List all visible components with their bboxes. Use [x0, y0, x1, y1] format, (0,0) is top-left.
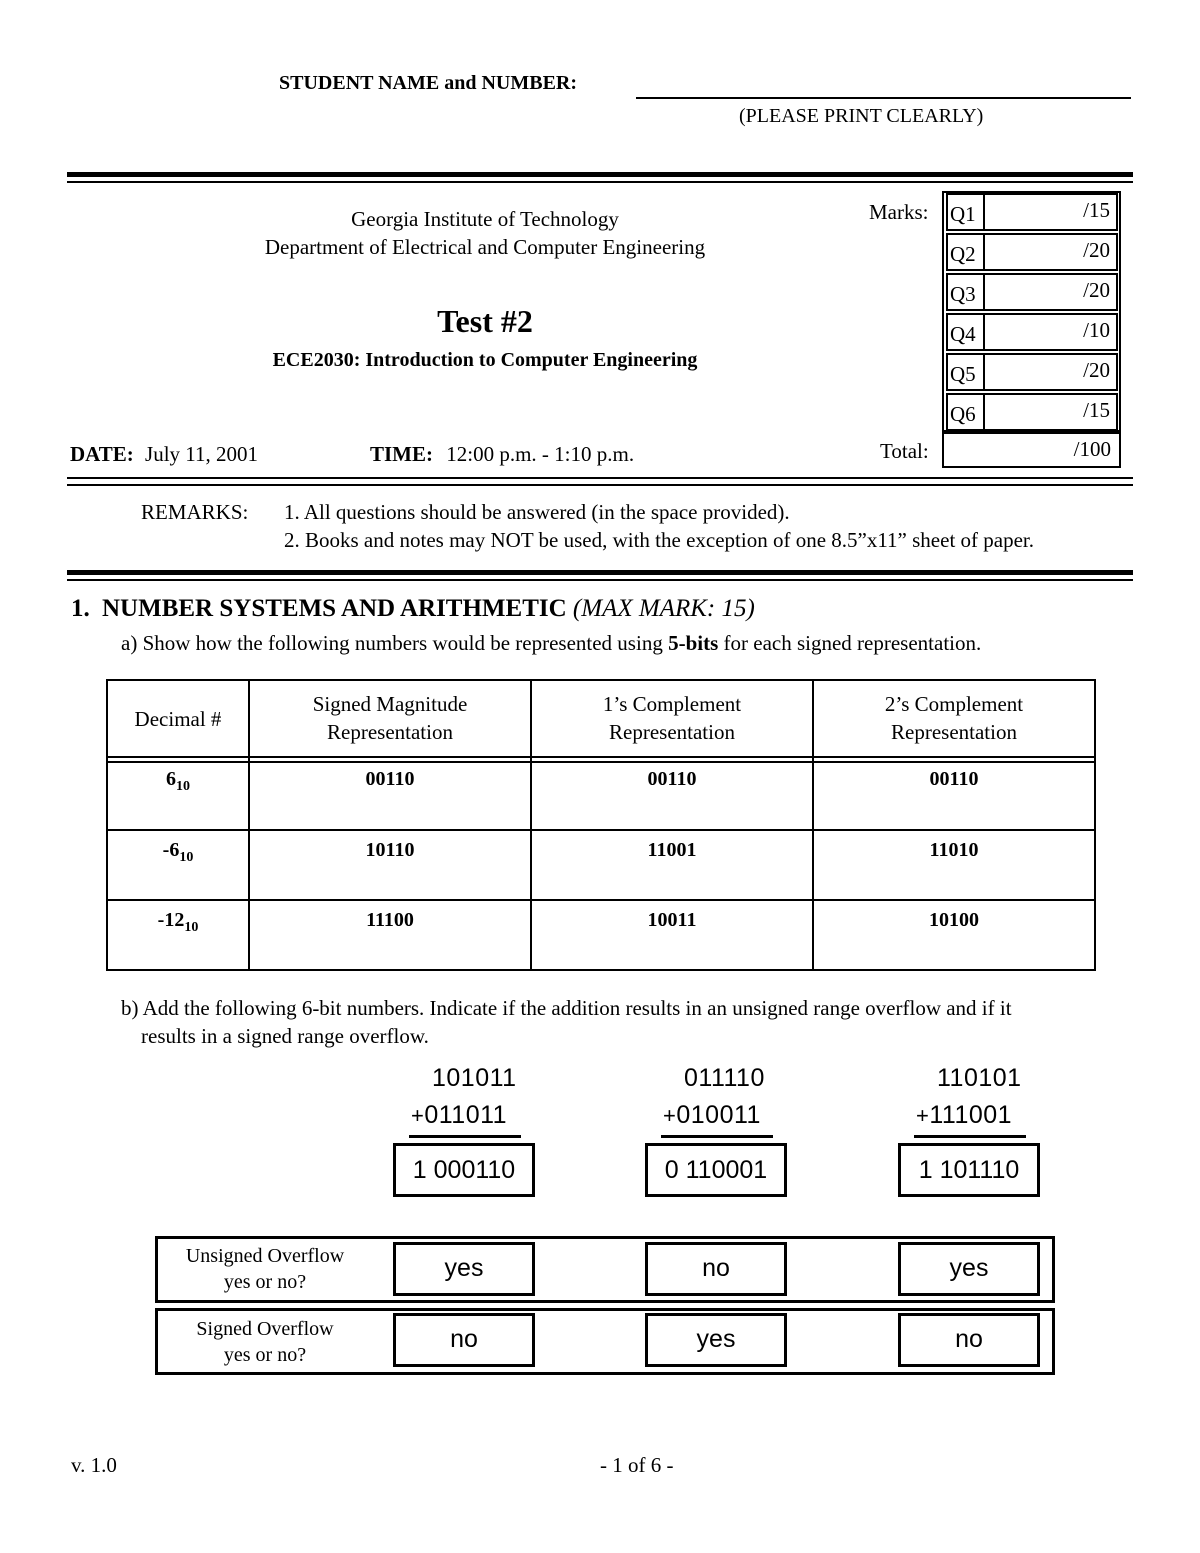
row-1-twos-complement: 00110 — [929, 768, 979, 790]
row-2-ones-complement: 11001 — [647, 839, 697, 861]
marks-q2-label: Q2 — [946, 233, 983, 271]
addition-2-operand-b: +010011 — [663, 1101, 761, 1129]
unsigned-overflow-label-1: Unsigned Overflow — [185, 1245, 345, 1267]
student-name-field[interactable] — [636, 97, 1131, 99]
header-signed-magnitude-2: Representation — [327, 720, 453, 744]
header-twos-complement-2: Representation — [891, 720, 1017, 744]
header-ones-complement-1: 1’s Complement — [602, 692, 742, 716]
question-1-title: NUMBER SYSTEMS AND ARITHMETIC — [102, 595, 567, 622]
row-1-ones-complement: 00110 — [647, 768, 697, 790]
page-number: - 1 of 6 - — [600, 1453, 674, 1477]
table-header-rule-1 — [108, 756, 1094, 758]
date-value: July 11, 2001 — [145, 442, 259, 466]
addition-1-sum-line — [409, 1135, 521, 1138]
addition-2-operand-a: 011110 — [684, 1064, 765, 1092]
marks-q5-label: Q5 — [946, 353, 983, 391]
mid-rule-thin-2 — [67, 484, 1133, 486]
row-2-signed-magnitude: 10110 — [365, 839, 415, 861]
addition-2-result[interactable]: 0 110001 — [645, 1143, 787, 1197]
table-row-rule-2 — [108, 899, 1094, 901]
signed-overflow-answer-3[interactable]: no — [898, 1313, 1040, 1367]
row-1-signed-magnitude: 00110 — [365, 768, 415, 790]
institution: Georgia Institute of Technology — [351, 207, 619, 231]
part-b-prompt-2: results in a signed range overflow. — [141, 1024, 429, 1048]
row-2-twos-complement: 11010 — [929, 839, 979, 861]
time-label: TIME: — [370, 442, 433, 466]
signed-overflow-label-1: Signed Overflow — [196, 1318, 334, 1340]
marks-q5-value[interactable]: /20 — [983, 353, 1118, 391]
department: Department of Electrical and Computer Engineering — [264, 235, 706, 259]
signed-overflow-label-2: yes or no? — [223, 1344, 307, 1366]
row-3-ones-complement: 10011 — [647, 909, 697, 931]
addition-1-operand-b: +011011 — [411, 1101, 508, 1129]
section-rule-thin — [67, 579, 1133, 581]
print-note: (PLEASE PRINT CLEARLY) — [739, 105, 984, 127]
test-title: Test #2 — [437, 303, 533, 339]
top-rule-thin — [67, 181, 1133, 183]
header-ones-complement-2: Representation — [609, 720, 735, 744]
addition-3-operand-b: +111001 — [916, 1101, 1013, 1129]
signed-overflow-answer-2[interactable]: yes — [645, 1313, 787, 1367]
unsigned-overflow-label-2: yes or no? — [223, 1271, 307, 1293]
row-1-decimal: $6_{10}$ — [166, 768, 190, 794]
marks-q4-value[interactable]: /10 — [983, 313, 1118, 351]
marks-q2-value[interactable]: /20 — [983, 233, 1118, 271]
mid-rule-thin-1 — [67, 477, 1133, 479]
top-rule-thick — [67, 172, 1133, 177]
question-1-number: 1. — [71, 595, 90, 622]
total-value[interactable]: /100 — [942, 432, 1121, 468]
part-a-suffix: for each signed representation. — [723, 631, 982, 655]
version-label: v. 1.0 — [71, 1453, 117, 1477]
unsigned-overflow-answer-3[interactable]: yes — [898, 1242, 1040, 1296]
header-twos-complement-1: 2’s Complement — [884, 692, 1024, 716]
marks-q4-label: Q4 — [946, 313, 983, 351]
table-header-rule-2 — [108, 761, 1094, 763]
addition-3-result[interactable]: 1 101110 — [898, 1143, 1040, 1197]
row-3-signed-magnitude: 11100 — [366, 909, 414, 931]
addition-2-sum-line — [661, 1135, 773, 1138]
marks-q1-label: Q1 — [946, 193, 983, 231]
marks-q3-value[interactable]: /20 — [983, 273, 1118, 311]
remark-1: 1. All questions should be answered (in the space provided). — [284, 500, 790, 524]
part-a-prefix: a) Show how the following numbers would be represented using — [121, 631, 663, 655]
part-a-prompt — [121, 631, 981, 656]
addition-1-result[interactable]: 1 000110 — [393, 1143, 535, 1197]
student-name-label: STUDENT NAME and NUMBER: — [279, 72, 578, 94]
row-3-twos-complement: 10100 — [929, 909, 979, 931]
marks-q1-value[interactable]: /15 — [983, 193, 1118, 231]
date-line — [70, 442, 258, 467]
date-label: DATE: — [70, 442, 134, 466]
marks-q6-value[interactable]: /15 — [983, 393, 1118, 431]
row-2-decimal: $-6_{10}$ — [162, 839, 194, 865]
part-b-prompt-1: b) Add the following 6-bit numbers. Indicate if the addition results in an unsigned range overflow and if it — [121, 996, 1012, 1020]
course-title: ECE2030: Introduction to Computer Engineering — [272, 349, 698, 371]
addition-3-operand-a: 110101 — [937, 1064, 1022, 1092]
marks-q3-label: Q3 — [946, 273, 983, 311]
time-value: 12:00 p.m. - 1:10 p.m. — [446, 442, 635, 466]
table-row-rule-1 — [108, 829, 1094, 831]
section-rule-thick — [67, 570, 1133, 575]
header-decimal: Decimal # — [134, 707, 222, 731]
marks-label: Marks: — [869, 200, 929, 224]
remarks-label: REMARKS: — [141, 500, 249, 524]
marks-q6-label: Q6 — [946, 393, 983, 431]
question-1-max-mark: (MAX MARK: 15) — [572, 595, 755, 622]
addition-3-sum-line — [914, 1135, 1026, 1138]
row-3-decimal: $-12_{10}$ — [157, 909, 199, 935]
part-a-bold: 5-bits — [668, 631, 719, 655]
unsigned-overflow-answer-2[interactable]: no — [645, 1242, 787, 1296]
remark-2: 2. Books and notes may NOT be used, with the exception of one 8.5”x11” sheet of paper. — [284, 528, 1034, 552]
header-signed-magnitude-1: Signed Magnitude — [312, 692, 468, 716]
unsigned-overflow-answer-1[interactable]: yes — [393, 1242, 535, 1296]
signed-overflow-answer-1[interactable]: no — [393, 1313, 535, 1367]
addition-1-operand-a: 101011 — [432, 1064, 517, 1092]
total-label: Total: — [880, 439, 929, 463]
time-line — [370, 442, 634, 467]
question-1-heading — [71, 595, 755, 623]
